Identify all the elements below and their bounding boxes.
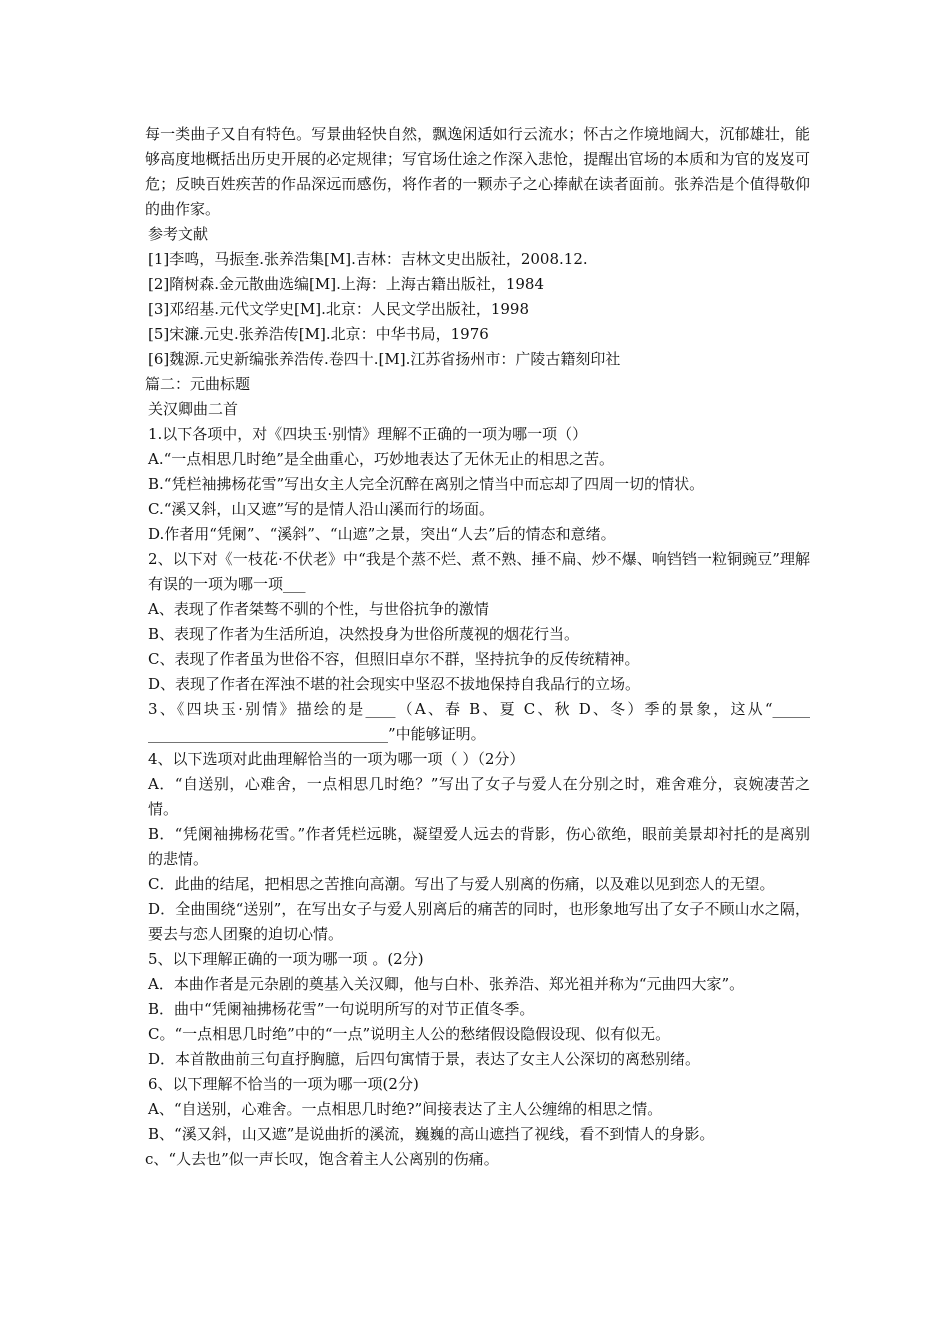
question-4-option-c: C．此曲的结尾，把相思之苦推向高潮。写出了与爱人别离的伤痛，以及难以见到恋人的无望。 — [148, 875, 775, 893]
question-4-option-a: A．“自送别，心难舍，一点相思几时绝？”写出了女子与爱人在分别之时，难舍难分，哀婉凄苦之情。 — [148, 775, 810, 818]
question-6-stem: 6、以下理解不恰当的一项为哪一项(2分) — [148, 1075, 419, 1093]
question-6-option-a: A、“自送别，心难舍。一点相思几时绝?”间接表达了主人公缠绵的相思之情。 — [148, 1100, 663, 1118]
question-5-option-c: C。“一点相思几时绝”中的“一点”说明主人公的愁绪假设隐假设现、似有似无。 — [148, 1025, 671, 1043]
question-2-stem: 2、以下对《一枝花·不伏老》中“我是个蒸不烂、煮不熟、捶不扁、炒不爆、响铛铛一粒铜豌豆”理解有误的一项为哪一项___ — [148, 550, 810, 593]
question-5-option-b: B．曲中“凭阑袖拂杨花雪”一句说明所写的对节正值冬季。 — [148, 1000, 535, 1018]
question-6-option-b: B、“溪又斜，山又遮”是说曲折的溪流，巍巍的高山遮挡了视线，看不到情人的身影。 — [148, 1125, 715, 1143]
question-2-option-c: C、表现了作者虽为世俗不容，但照旧卓尔不群，坚持抗争的反传统精神。 — [148, 650, 640, 668]
question-2-option-d: D、表现了作者在浑浊不堪的社会现实中坚忍不拔地保持自我品行的立场。 — [148, 675, 641, 693]
document-page — [145, 122, 810, 1172]
reference-item: [5]宋濂.元史.张养浩传[M].北京：中华书局，1976 — [148, 325, 489, 343]
reference-item: [6]魏源.元史新编张养浩传.卷四十.[M].江苏省扬州市：广陵古籍刻印社 — [148, 350, 621, 368]
question-6-option-c: c、“人去也”似一声长叹，饱含着主人公离别的伤痛。 — [145, 1150, 499, 1168]
question-4-option-d: D．全曲围绕“送别”，在写出女子与爱人别离后的痛苦的同时，也形象地写出了女子不顾山水之隔，要去与恋人团聚的迫切心情。 — [148, 900, 810, 943]
reference-item: [1]李鸣，马振奎.张养浩集[M].吉林：吉林文史出版社，2008.12. — [148, 250, 588, 268]
reference-item: [2]隋树森.金元散曲选编[M].上海：上海古籍出版社，1984 — [148, 275, 545, 293]
section-title: 篇二：元曲标题 — [145, 375, 251, 393]
question-4-stem: 4、以下选项对此曲理解恰当的一项为哪一项（ ）（2分） — [148, 750, 525, 768]
references-heading: 参考文献 — [148, 225, 209, 243]
question-2-option-b: B、表现了作者为生活所迫，决然投身为世俗所蔑视的烟花行当。 — [148, 625, 580, 643]
section-subtitle: 关汉卿曲二首 — [148, 400, 239, 418]
question-5-option-d: D．本首散曲前三句直抒胸臆，后四句寓情于景，表达了女主人公深切的离愁别绪。 — [148, 1050, 701, 1068]
question-1-option-a: A.“一点相思几时绝”是全曲重心，巧妙地表达了无休无止的相思之苦。 — [148, 450, 614, 468]
question-1-option-c: C.“溪又斜，山又遮”写的是情人沿山溪而行的场面。 — [148, 500, 495, 518]
question-4-option-b: B．“凭阑袖拂杨花雪。”作者凭栏远眺，凝望爱人远去的背影，伤心欲绝，眼前美景却衬托的是离别的悲情。 — [148, 825, 810, 868]
question-5-stem: 5、以下理解正确的一项为哪一项 。(2分) — [148, 950, 424, 968]
question-1-option-d: D.作者用“凭阑”、“溪斜”、“山遮”之景，突出“人去”后的情态和意绪。 — [148, 525, 616, 543]
question-2-option-a: A、表现了作者桀骜不驯的个性，与世俗抗争的激情 — [148, 600, 489, 618]
question-3-stem: 3、《四块玉·别情》描绘的是____（A、春 B、夏 C、秋 D、冬）季的景象，这从“_____ ________________________________”中能够证明。 — [148, 700, 810, 743]
question-5-option-a: A．本曲作者是元杂剧的奠基入关汉卿，他与白朴、张养浩、郑光祖并称为“元曲四大家”。 — [148, 975, 745, 993]
question-1-option-b: B.“凭栏袖拂杨花雪”写出女主人完全沉醉在离别之情当中而忘却了四周一切的情状。 — [148, 475, 705, 493]
reference-item: [3]邓绍基.元代文学史[M].北京：人民文学出版社，1998 — [148, 300, 530, 318]
intro-paragraph: 每一类曲子又自有特色。写景曲轻快自然，飘逸闲适如行云流水；怀古之作境地阔大，沉郁雄壮，能够高度地概括出历史开展的必定规律；写官场仕途之作深入悲怆，提醒出官场的本质和为官的岌岌可危；反映百姓疾苦的作品深远而感伤，将作者的一颗赤子之心捧献在读者面前。张养浩是个值得敬仰的曲作家。 — [145, 125, 810, 218]
question-1-stem: 1.以下各项中，对《四块玉·别情》理解不正确的一项为哪一项（） — [148, 425, 588, 443]
